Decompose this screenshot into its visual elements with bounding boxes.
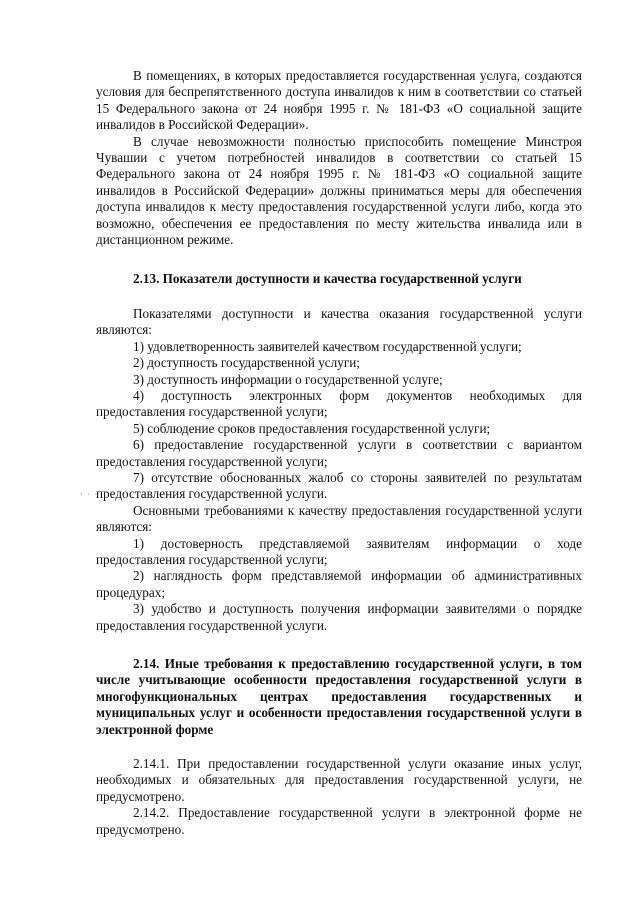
intro-block [96,68,582,248]
section-2-13-body [96,306,582,634]
indicator-item-6: 6) предоставление государственной услуги в соответствии с вариантом предоставления государственной услуги; [96,437,582,469]
quality-lead: Основными требованиями к качеству предоставления государственной услуги являются: [96,502,582,535]
document-page [96,68,582,838]
indicator-item-7: 7) отсутствие обоснованных жалоб со стороны заявителей по результатам предоставления государственной услуги. [96,469,582,502]
indicators-lead: Показателями доступности и качества оказания государственной услуги являются: [96,305,582,338]
intro-paragraph-1: В помещениях, в которых предоставляется государственная услуга, создаются условия для беспрепятственного доступа инвалидов к ним в соответствии со статьей 15 Федерального закона от 24 ноября 1995 г. № 181-ФЗ «О социальной защите инвалидов в Российской Федерации». [96,68,582,133]
quality-item-2: 2) наглядность форм представляемой информации об административных процедурах; [96,568,582,600]
indicator-item-4: 4) доступность электронных форм документов необходимых для предоставления государственной услуги; [96,387,582,420]
clause-2-14-2: 2.14.2. Предоставление государственной услуги в электронной форме не предусмотрено. [96,805,582,837]
quality-item-3: 3) удобство и доступность получения информации заявителями о порядке предоставления государственной услуги. [96,601,582,633]
indicator-item-2: 2) доступность государственной услуги; [133,355,360,371]
indicator-item-1: 1) удовлетворенность заявителей качеством государственной услуги; [133,338,522,354]
section-2-14-body [96,756,582,838]
section-2-14-heading: 2.14. Иные требования к предоставлению государственной услуги, в том числе учитывающие особенности предоставления государственной услуги в многофункциональных центрах предоставления государственных и муниципальных услуг и особенности предоставления государственной услуги в электронной форме [96,656,582,737]
scan-speck: · · · [80,489,99,499]
section-2-13-heading: 2.13. Показатели доступности и качества государственной услуги [133,271,522,287]
intro-paragraph-2: В случае невозможности полностью приспособить помещение Минстроя Чувашии с учетом потребностей инвалидов в соответствии со статьей 15 Федерального закона от 24 ноября 1995 г. № 181-ФЗ «О социальной защите инвалидов в Российской Федерации» должны приниматься меры для обеспечения доступа инвалидов к месту предоставления государственной услуги либо, когда это возможно, обеспечения ее предоставления по месту жительства инвалида или в дистанционном режиме. [96,133,582,248]
indicator-item-5: 5) соблюдение сроков предоставления государственной услуги; [133,420,491,436]
quality-item-1: 1) достоверность представляемой заявителям информации о ходе предоставления государственной услуги; [96,535,582,567]
indicator-item-3: 3) доступность информации о государственной услуге; [133,371,443,387]
clause-2-14-1: 2.14.1. При предоставлении государственной услуги оказание иных услуг, необходимых и обязательных для предоставления государственной услуги, не предусмотрено. [96,756,582,804]
